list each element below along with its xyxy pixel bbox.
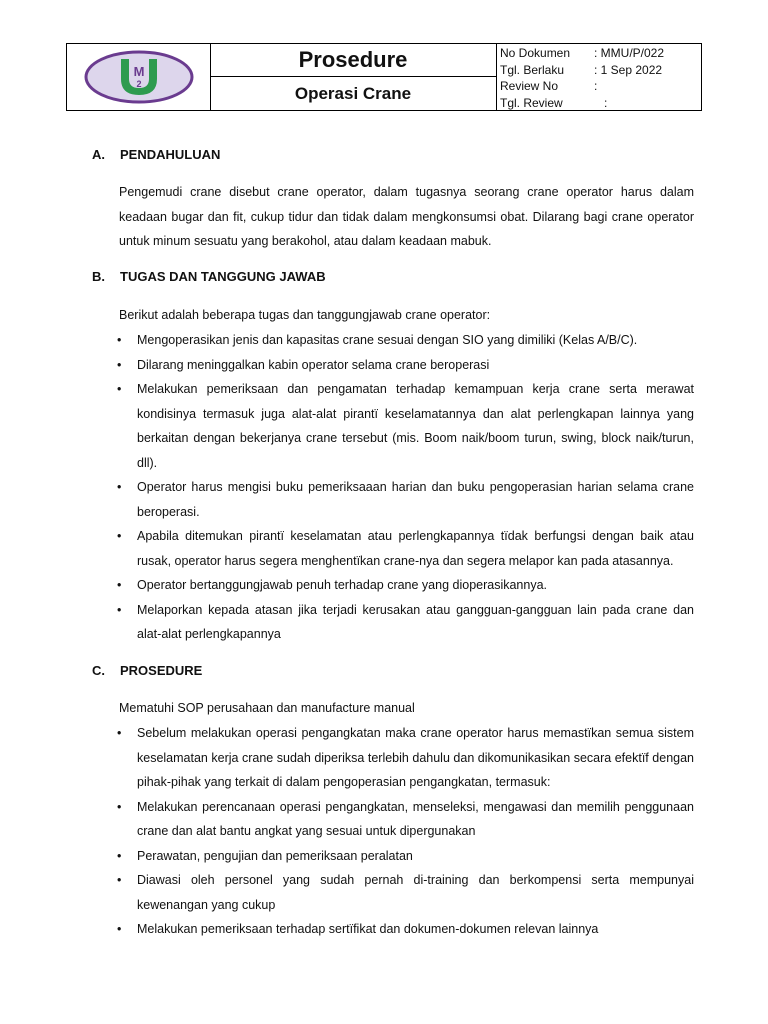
meta-label: Review No (500, 79, 559, 93)
section-a-paragraph: Pengemudi crane disebut crane operator, dalam tugasnya seorang crane operator harus dalam keadaan bugar dan fit, cukup tidur dan tidak dalam mengkonsumsi obat. Dilarang bagi crane operator untuk minum sesuatu yang berakohol, atau dalam keadaan mabuk. (119, 185, 694, 248)
meta-row-review-date (500, 95, 701, 112)
meta-row-valid-date (500, 62, 701, 79)
list-item: • Melakukan perencanaan operasi pengangkatan, menseleksi, mengawasi dan memilih penggunaan crane dan alat bantu angkat yang sesuai untuk dipergunakan (113, 795, 694, 844)
meta-row-review-no (500, 78, 701, 95)
list-item: • Perawatan, pengujian dan pemeriksaan peralatan (113, 844, 694, 869)
section-title: TUGAS DAN TANGGUNG JAWAB (120, 269, 326, 284)
list-item: • Mengoperasikan jenis dan kapasitas crane sesuai dengan SIO yang dimiliki (Kelas A/B/C). (113, 328, 694, 353)
list-item: • Melaporkan kepada atasan jika terjadi kerusakan atau gangguan-gangguan lain pada crane dan alat-alat perlengkapannya (113, 598, 694, 647)
list-item: • Operator bertanggungjawab penuh terhadap crane yang dioperasikannya. (113, 573, 694, 598)
section-letter: C. (92, 663, 105, 678)
list-item: • Apabila ditemukan pirantï keselamatan atau perlengkapannya tïdak berfungsi dengan baik atau rusak, operator harus segera menghentïkan crane-nya dan segera melapor kan pada atasannya. (113, 524, 694, 573)
document-meta (496, 44, 701, 110)
meta-value: : 1 Sep 2022 (594, 62, 663, 77)
list-item: • Melakukan pemeriksaan dan pengamatan terhadap kemampuan kerja crane serta merawat kondisinya termasuk juga alat-alat pirantï keselamatannya dan alat perlengkapan lainnya yang berkaitan dengan bekerjanya crane tersebut (mis. Boom naik/boom turun, swing, block naik/turun, dll). (113, 377, 694, 475)
section-c-intro: Mematuhi SOP perusahaan dan manufacture manual (119, 701, 415, 715)
meta-value: : MMU/P/022 (594, 46, 665, 60)
section-title: PROSEDURE (120, 663, 203, 678)
section-c-list (113, 721, 694, 942)
company-logo (83, 49, 195, 105)
meta-label: No Dokumen (500, 46, 571, 60)
meta-value: : (594, 79, 598, 93)
meta-label: Tgl. Review (500, 95, 563, 110)
document-subtitle: Operasi Crane (294, 83, 412, 103)
document-title: Prosedure (210, 44, 496, 77)
document-header (66, 43, 702, 111)
list-item: • Sebelum melakukan operasi pengangkatan maka crane operator harus memastïkan semua sistem keselamatan kerja crane sudah diperiksa terlebih dahulu dan dikomunikasikan secara efektïf dengan pihak-pihak yang terkait di dalam pengoperasian pengangkatan, termasuk: (113, 721, 694, 795)
list-item: • Melakukan pemeriksaan terhadap sertïfikat dan dokumen-dokumen relevan lainnya (113, 917, 694, 942)
section-b-list (113, 328, 694, 647)
section-title: PENDAHULUAN (120, 147, 221, 162)
meta-value: : (604, 95, 608, 110)
list-item: • Operator harus mengisi buku pemeriksaaan harian dan buku pengoperasian harian selama crane beroperasi. (113, 475, 694, 524)
section-b-intro: Berikut adalah beberapa tugas dan tanggungjawab crane operator: (119, 308, 491, 322)
section-letter: B. (92, 269, 105, 284)
section-a-heading (92, 147, 220, 162)
list-item: • Dilarang meninggalkan kabin operator selama crane beroperasi (113, 353, 694, 378)
section-b-heading (92, 269, 326, 284)
logo-cell (67, 44, 211, 110)
section-c-heading (92, 663, 202, 678)
svg-text:2: 2 (135, 79, 142, 89)
meta-label: Tgl. Berlaku (500, 62, 565, 77)
title-cell (210, 44, 497, 110)
svg-text:M: M (133, 64, 144, 79)
list-item: • Diawasi oleh personel yang sudah pernah di-training dan berkompensi serta mempunyai kewenangan yang cukup (113, 868, 694, 917)
meta-row-doc-number (500, 45, 701, 62)
section-letter: A. (92, 147, 105, 162)
